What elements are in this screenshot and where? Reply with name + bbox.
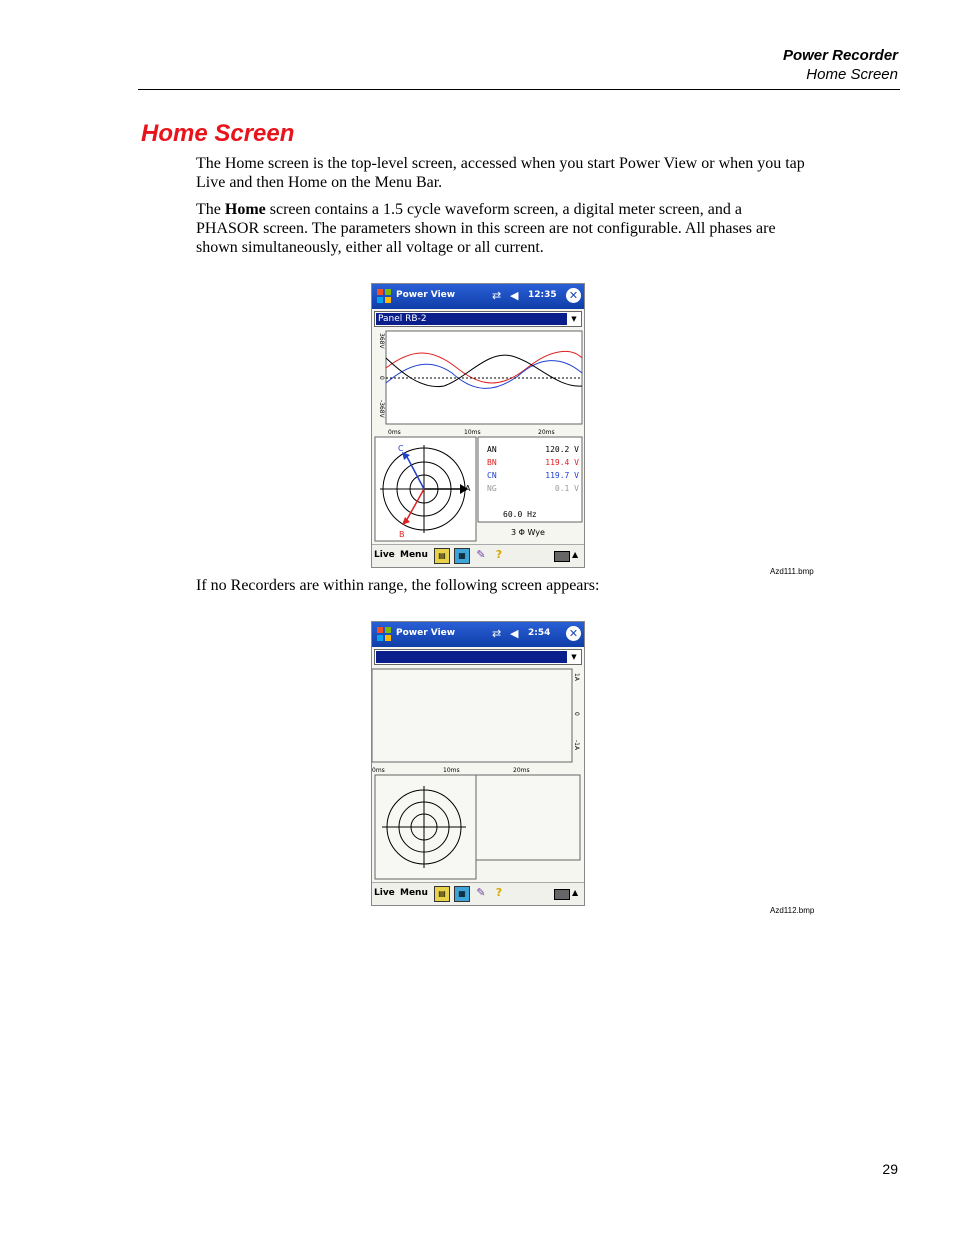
text-run: screen contains a 1.5 cycle waveform screen, a digital meter screen, and a PHASOR screen. The parameters shown in this screen are not configurable. All phases are shown simultaneously, either all voltage or all current. bbox=[196, 201, 776, 256]
figure-caption: Azd111.bmp bbox=[770, 567, 814, 576]
meter-icon[interactable]: ▦ bbox=[454, 548, 470, 564]
section-title: Home Screen bbox=[141, 120, 295, 147]
keyboard-icon[interactable] bbox=[554, 551, 570, 562]
menu-menu[interactable]: Menu bbox=[400, 550, 428, 560]
close-icon[interactable]: ✕ bbox=[566, 288, 581, 303]
reading-value-bn: 119.4 V bbox=[545, 458, 579, 467]
y-axis-mid-label: 0 bbox=[573, 712, 580, 716]
reading-value-an: 120.2 V bbox=[545, 445, 579, 454]
x-tick-0: 0ms bbox=[388, 429, 401, 436]
close-icon[interactable]: ✕ bbox=[566, 626, 581, 641]
home-icon[interactable]: ▤ bbox=[434, 886, 450, 902]
tools-icon[interactable]: ✎ bbox=[476, 548, 486, 561]
no-recorder-screen-screenshot bbox=[371, 621, 585, 906]
connectivity-icon[interactable]: ⇄ bbox=[492, 289, 502, 302]
title-bar bbox=[372, 622, 584, 647]
panel-select-value bbox=[376, 651, 567, 663]
x-tick-1: 10ms bbox=[443, 767, 460, 774]
y-axis-top-label: 368V bbox=[378, 333, 385, 349]
reading-label-cn: CN bbox=[487, 471, 497, 480]
connectivity-icon[interactable]: ⇄ bbox=[492, 627, 502, 640]
phasor-label-c: C bbox=[398, 444, 404, 453]
keyboard-icon[interactable] bbox=[554, 889, 570, 900]
y-axis-bottom-label: -368V bbox=[378, 400, 385, 418]
empty-waveform-plot bbox=[372, 669, 572, 762]
running-header-subtitle: Home Screen bbox=[806, 66, 898, 83]
intro-paragraph: The Home screen is the top-level screen, accessed when you start Power View or when you tap Live and then Home on the Menu Bar. bbox=[196, 155, 805, 191]
app-title: Power View bbox=[396, 628, 456, 638]
x-tick-2: 20ms bbox=[538, 429, 555, 436]
help-icon[interactable]: ? bbox=[495, 886, 503, 899]
frequency-readout: 60.0 Hz bbox=[503, 510, 537, 519]
panel-select[interactable] bbox=[374, 311, 582, 327]
running-header-title: Power Recorder bbox=[782, 47, 898, 64]
x-tick-2: 20ms bbox=[513, 767, 530, 774]
home-screen-screenshot bbox=[371, 283, 585, 568]
menu-bar bbox=[372, 544, 584, 567]
up-arrow-icon[interactable]: ▲ bbox=[572, 550, 579, 559]
clock: 12:35 bbox=[528, 290, 557, 300]
reading-label-ng: NG bbox=[487, 484, 497, 493]
bold-term: Home bbox=[224, 201, 266, 218]
phasor-label-b: B bbox=[399, 530, 405, 539]
up-arrow-icon[interactable]: ▲ bbox=[572, 888, 579, 897]
y-axis-top-label: 1A bbox=[573, 673, 580, 681]
tools-icon[interactable]: ✎ bbox=[476, 886, 486, 899]
reading-value-ng: 0.1 V bbox=[554, 484, 579, 493]
title-bar bbox=[372, 284, 584, 309]
app-title: Power View bbox=[396, 290, 456, 300]
x-tick-0: 0ms bbox=[372, 767, 385, 774]
speaker-icon[interactable]: ◀ bbox=[510, 289, 519, 302]
empty-waveform-and-phasor-area bbox=[372, 666, 584, 881]
page-number: 29 bbox=[882, 1161, 898, 1177]
text-run: The bbox=[196, 201, 225, 218]
home-icon[interactable]: ▤ bbox=[434, 548, 450, 564]
no-recorders-paragraph: If no Recorders are within range, the following screen appears: bbox=[196, 577, 600, 594]
waveform-and-phasor-area bbox=[372, 328, 584, 543]
panel-select-value: Panel RB-2 bbox=[376, 313, 567, 325]
home-description-paragraph bbox=[196, 200, 806, 257]
figure-caption: Azd112.bmp bbox=[770, 906, 815, 915]
x-tick-1: 10ms bbox=[464, 429, 481, 436]
empty-meter-panel bbox=[476, 775, 580, 860]
windows-flag-icon[interactable] bbox=[375, 625, 393, 643]
speaker-icon[interactable]: ◀ bbox=[510, 627, 519, 640]
configuration-label: 3 Φ Wye bbox=[511, 528, 545, 537]
phasor-label-a: A bbox=[465, 484, 471, 493]
menu-bar bbox=[372, 882, 584, 905]
reading-label-an: AN bbox=[487, 445, 497, 454]
reading-value-cn: 119.7 V bbox=[545, 471, 579, 480]
windows-flag-icon[interactable] bbox=[375, 287, 393, 305]
dropdown-arrow-icon[interactable]: ▼ bbox=[571, 653, 577, 661]
live-menu[interactable]: Live bbox=[374, 550, 395, 560]
y-axis-mid-label: 0 bbox=[378, 376, 385, 380]
dropdown-arrow-icon[interactable]: ▼ bbox=[571, 315, 577, 323]
reading-label-bn: BN bbox=[487, 458, 497, 467]
menu-menu[interactable]: Menu bbox=[400, 888, 428, 898]
help-icon[interactable]: ? bbox=[495, 548, 503, 561]
clock: 2:54 bbox=[528, 628, 551, 638]
live-menu[interactable]: Live bbox=[374, 888, 395, 898]
header-rule bbox=[138, 89, 900, 90]
panel-select[interactable] bbox=[374, 649, 582, 665]
y-axis-bottom-label: -1A bbox=[573, 740, 580, 751]
meter-icon[interactable]: ▦ bbox=[454, 886, 470, 902]
